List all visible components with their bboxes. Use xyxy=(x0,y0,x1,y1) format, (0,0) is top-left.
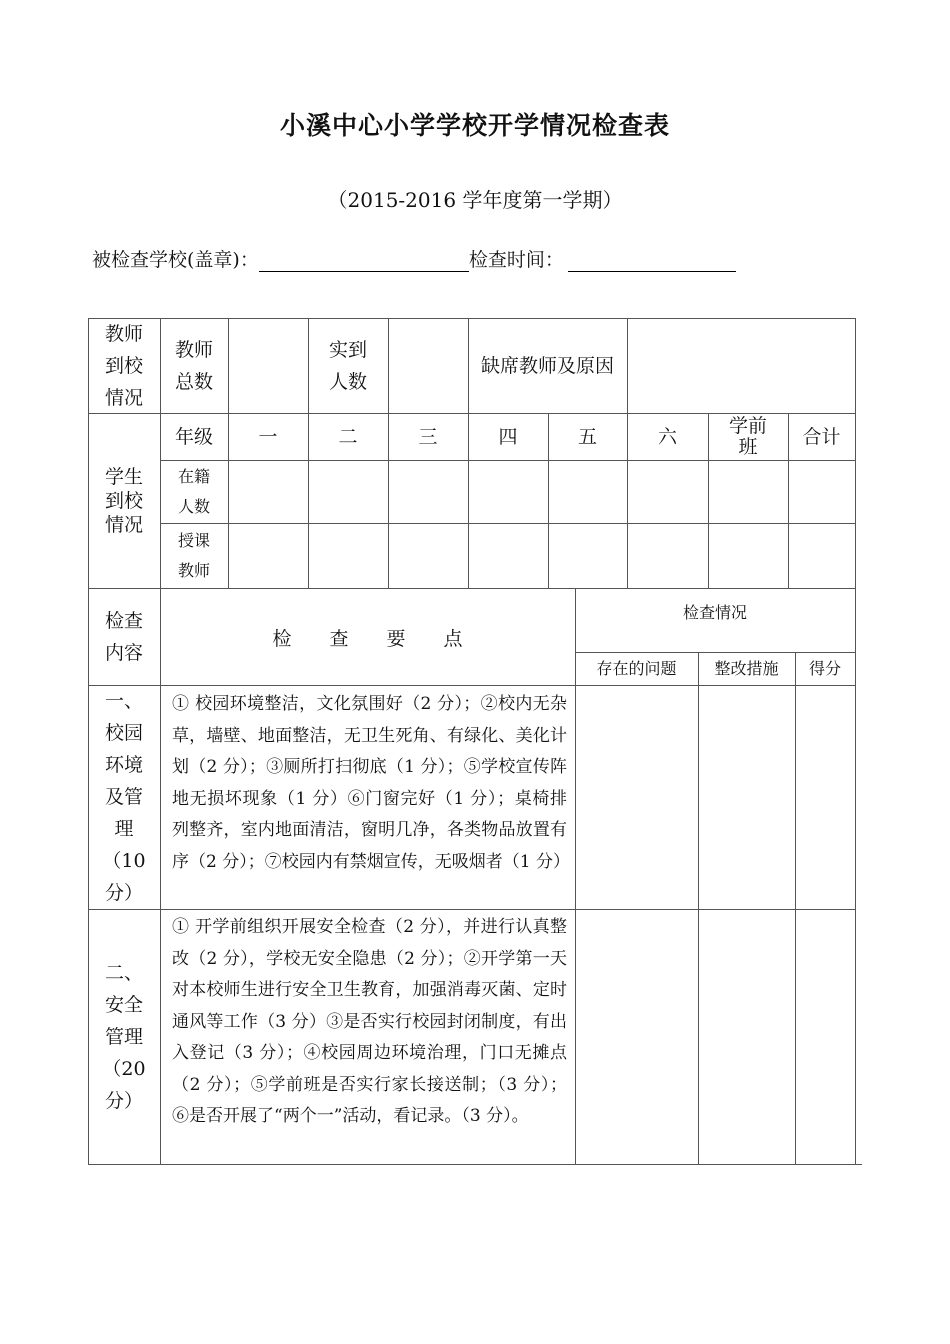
student-row-header-text: 学生到校情况 xyxy=(104,465,143,536)
grade-preschool xyxy=(708,413,788,460)
points-header: 检 查 要 点 xyxy=(272,627,463,650)
teacher-assigned-label xyxy=(160,523,228,588)
grade-2: 二 xyxy=(338,425,358,448)
item-2-category-text: 二、安全管理（20分） xyxy=(102,961,146,1112)
grade-total: 合计 xyxy=(802,425,841,448)
time-blank-field[interactable] xyxy=(568,249,736,272)
header-info-line xyxy=(92,245,736,272)
school-blank-field[interactable] xyxy=(259,249,469,272)
student-row-header xyxy=(88,413,160,588)
teacher-total-label-text: 教师总数 xyxy=(174,338,213,393)
grade-5: 五 xyxy=(577,425,597,448)
item-2-points: ① 开学前组织开展安全检查（2 分），并进行认真整改（2 分），学校无安全隐患（2 分）；②开学第一天对本校师生进行安全卫生教育，加强消毒灭菌、定时通风等工作（3 分）③是否实行校园封闭制度，有出入登记（3 分）；④校园周边环境治理，门口无摊点（2 分）；⑤学前班是否实行家长接送制；（3 分）；⑥是否开展了“两个一”活动，看记录。（3 分）。 xyxy=(172,917,567,1126)
item-1-measures-cell[interactable] xyxy=(699,686,795,909)
col-measures: 整改措施 xyxy=(714,658,779,678)
teacher-assigned-label-text: 授课教师 xyxy=(177,530,210,580)
grade-6: 六 xyxy=(657,425,677,448)
item-1-problems-cell[interactable] xyxy=(576,686,698,909)
item-1-points: ① 校园环境整洁，文化氛围好（2 分）；②校内无杂草，墙壁、地面整洁，无卫生死角、有绿化、美化计划（2 分）；③厕所打扫彻底（1 分）；⑤学校宣传阵地无损坏现象（1 分）⑥门窗完好（1 分）；桌椅排列整齐，室内地面清洁，窗明几净，各类物品放置有序（2 分）；⑦校园内有禁烟宣传，无吸烟者（1 分） xyxy=(172,694,570,872)
grade-1: 一 xyxy=(258,425,278,448)
content-header-text: 检查内容 xyxy=(104,609,143,664)
page-title: 小溪中心小学学校开学情况检查表 xyxy=(279,111,670,140)
item-2-category xyxy=(88,909,160,1164)
status-header: 检查情况 xyxy=(682,603,747,622)
teacher-present-label-text: 实到人数 xyxy=(328,338,367,393)
item-1-category xyxy=(88,685,160,909)
grade-preschool-text: 学前班 xyxy=(728,414,767,458)
page-subtitle: （2015-2016 学年度第一学期） xyxy=(327,188,623,212)
teacher-absent-value[interactable] xyxy=(627,318,855,413)
enrolled-label xyxy=(160,460,228,523)
teacher-row-header xyxy=(88,318,160,413)
grade-label: 年级 xyxy=(174,425,213,448)
teacher-total-label xyxy=(160,318,228,413)
grade-3: 三 xyxy=(418,425,438,448)
item-2-measures-cell[interactable] xyxy=(699,910,795,1164)
item-1-score-cell[interactable] xyxy=(796,686,855,909)
school-label: 被检查学校(盖章)： xyxy=(92,249,259,271)
teacher-total-value[interactable] xyxy=(228,318,308,413)
teacher-absent-label xyxy=(468,318,627,413)
item-1-category-text: 一、校园环境及管理（10分） xyxy=(102,690,146,904)
teacher-present-label xyxy=(308,318,388,413)
teacher-present-value[interactable] xyxy=(388,318,468,413)
grade-4: 四 xyxy=(498,425,518,448)
enrolled-label-text: 在籍人数 xyxy=(177,466,210,516)
col-score: 得分 xyxy=(808,658,841,678)
content-header xyxy=(88,588,160,685)
teacher-row-header-text: 教师到校情况 xyxy=(104,322,143,409)
item-2-problems-cell[interactable] xyxy=(576,910,698,1164)
col-problems: 存在的问题 xyxy=(596,658,677,678)
item-2-score-cell[interactable] xyxy=(796,910,855,1164)
teacher-absent-label-text: 缺席教师及原因 xyxy=(480,354,614,377)
time-label: 检查时间： xyxy=(468,249,564,271)
